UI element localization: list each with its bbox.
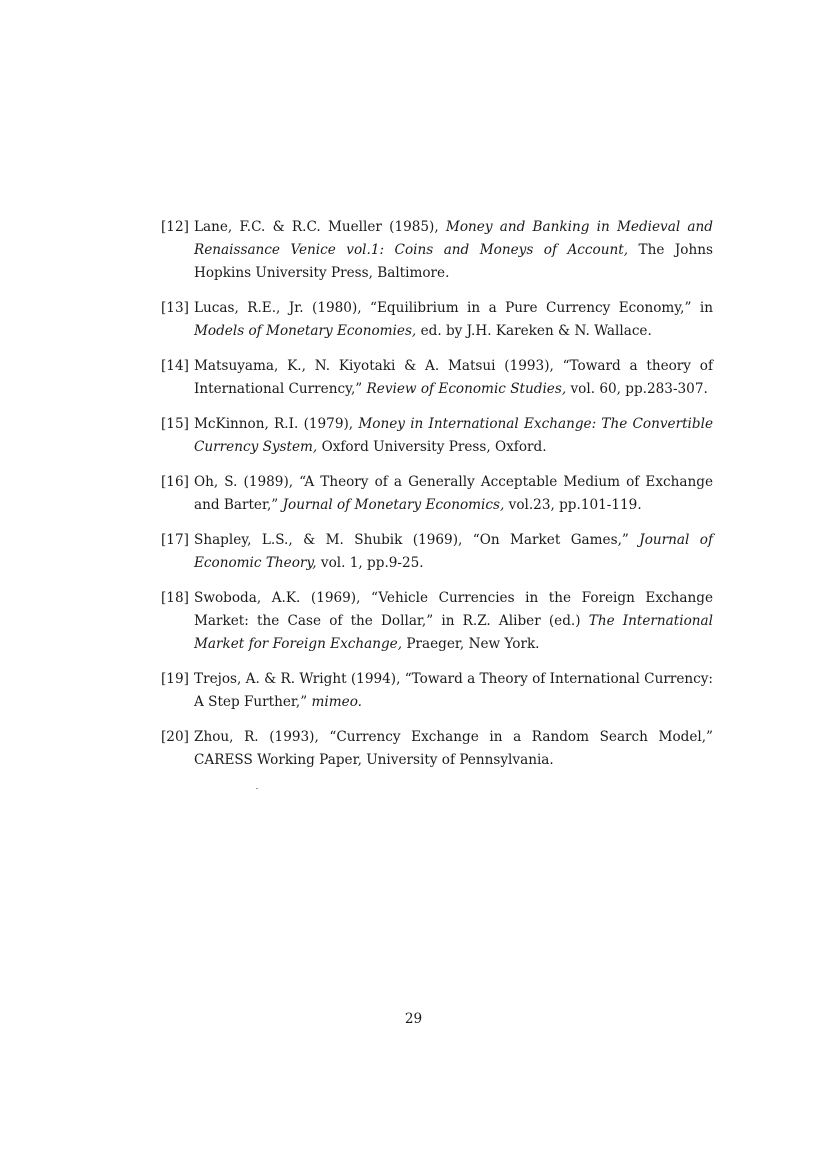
reference-item — [161, 355, 713, 401]
reference-number: [14] — [161, 358, 189, 374]
reference-title-italic: Journal of Monetary Economics, — [282, 497, 505, 513]
reference-title-italic: Models of Monetary Economies, — [194, 323, 417, 339]
reference-text — [194, 300, 713, 339]
reference-text-segment: vol. 60, pp.283-307. — [566, 381, 708, 397]
reference-text — [194, 219, 713, 281]
reference-number: [19] — [161, 671, 189, 687]
reference-text-segment: Oxford University Press, Oxford. — [317, 439, 547, 455]
reference-text-segment: The Johns Hopkins University Press, Baltimore. — [194, 242, 713, 281]
reference-text — [194, 358, 713, 397]
reference-item — [161, 413, 713, 459]
reference-text — [194, 671, 713, 710]
reference-text-segment: Praeger, New York. — [402, 636, 540, 652]
reference-text-segment: McKinnon, R.I. (1979), — [194, 416, 359, 432]
reference-text — [194, 729, 713, 768]
reference-text-segment: Shapley, L.S., & M. Shubik (1969), “On Market Games,” — [194, 532, 640, 548]
reference-title-italic: Review of Economic Studies, — [366, 381, 567, 397]
reference-number: [18] — [161, 590, 189, 606]
reference-text-segment: Lucas, R.E., Jr. (1980), “Equilibrium in a Pure Currency Economy,” in — [194, 300, 713, 316]
reference-title-italic: Journal of Economic Theory, — [194, 532, 713, 571]
stray-mark — [256, 788, 258, 789]
reference-text-segment: ed. by J.H. Kareken & N. Wallace. — [416, 323, 652, 339]
reference-item — [161, 297, 713, 343]
reference-number: [16] — [161, 474, 189, 490]
reference-item — [161, 726, 713, 772]
reference-title-italic: Money and Banking in Medieval and Renaissance Venice vol.1: Coins and Moneys of Account, — [194, 219, 713, 258]
reference-text-segment: vol. 1, pp.9-25. — [316, 555, 424, 571]
reference-text-segment: Trejos, A. & R. Wright (1994), “Toward a Theory of International Currency: A Step Further,” — [194, 671, 713, 710]
reference-text-segment: Swoboda, A.K. (1969), “Vehicle Currencies in the Foreign Exchange Market: the Case of the Dollar,” in R.Z. Aliber (ed.) — [194, 590, 713, 629]
reference-item — [161, 587, 713, 656]
reference-text-segment: vol.23, pp.101-119. — [504, 497, 642, 513]
reference-title-italic: The International Market for Foreign Exchange, — [194, 613, 713, 652]
reference-item — [161, 471, 713, 517]
reference-text — [194, 416, 713, 455]
reference-item — [161, 216, 713, 285]
reference-number: [17] — [161, 532, 189, 548]
reference-item — [161, 529, 713, 575]
reference-number: [20] — [161, 729, 189, 745]
reference-text — [194, 532, 713, 571]
reference-text-segment: Zhou, R. (1993), “Currency Exchange in a Random Search Model,” CARESS Working Paper, University of Pennsylvania. — [194, 729, 713, 768]
reference-number: [13] — [161, 300, 189, 316]
reference-text — [194, 590, 713, 652]
page-number: 29 — [404, 1011, 423, 1027]
reference-list — [161, 216, 713, 784]
reference-title-italic: Money in International Exchange: The Convertible Currency System, — [194, 416, 713, 455]
reference-item — [161, 668, 713, 714]
reference-text-segment: Matsuyama, K., N. Kiyotaki & A. Matsui (1993), “Toward a theory of International Currency,” — [194, 358, 713, 397]
reference-text-segment: Oh, S. (1989), “A Theory of a Generally Acceptable Medium of Exchange and Barter,” — [194, 474, 713, 513]
reference-title-italic: mimeo. — [311, 694, 362, 710]
reference-number: [12] — [161, 219, 189, 235]
reference-number: [15] — [161, 416, 189, 432]
reference-text — [194, 474, 713, 513]
reference-text-segment: Lane, F.C. & R.C. Mueller (1985), — [194, 219, 446, 235]
